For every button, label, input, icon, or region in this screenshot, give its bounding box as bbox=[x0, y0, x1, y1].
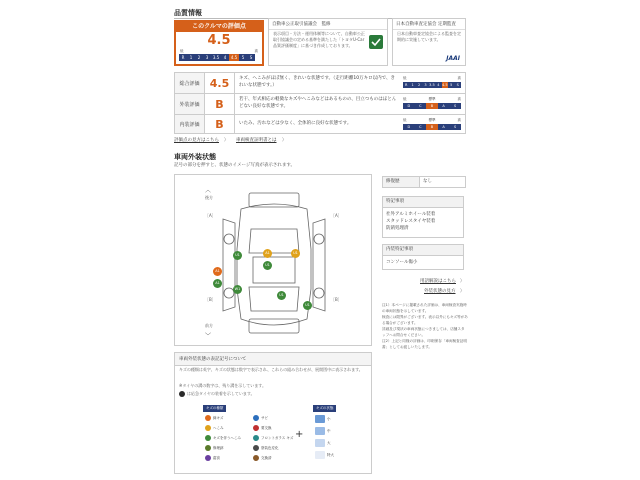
mini-step: 2 bbox=[416, 82, 422, 88]
overall-score-box bbox=[174, 20, 264, 66]
interior-notes-value: コンソール傷小 bbox=[382, 256, 464, 270]
quality-section-title: 品質情報 bbox=[174, 9, 202, 17]
eval-row-overall bbox=[174, 72, 466, 94]
chevron-right-icon: 〉 bbox=[460, 289, 465, 294]
mini-step: R bbox=[405, 83, 408, 87]
toyota-check-logo-icon bbox=[369, 35, 383, 49]
scale-low-label: 低 bbox=[180, 49, 184, 53]
repair-history-label: 修復歴 bbox=[382, 176, 420, 188]
spare-tire-icon bbox=[179, 391, 185, 397]
level-label: 大 bbox=[327, 440, 331, 445]
legend-label: キズを伴うへこみ bbox=[213, 435, 241, 440]
notation-title: 車両外装状態の表記記号について bbox=[175, 353, 371, 366]
car-outline bbox=[219, 189, 329, 337]
mini-step: 5 bbox=[448, 82, 454, 88]
mini-step: S bbox=[449, 124, 461, 130]
special-note-item: 防錆処理済 bbox=[386, 226, 409, 231]
repair-history-value: なし bbox=[420, 176, 466, 188]
note-line: 検査には限界がございます。表示以外にもキズ等がある場合がございます。 bbox=[382, 315, 468, 325]
legend-item bbox=[253, 435, 293, 441]
damage-code: U1 bbox=[305, 303, 310, 307]
note-line: 注2）上記と同様の評価は、印刷保存「車両検査証明書」としてお渡しいたします。 bbox=[382, 339, 467, 349]
legend-item bbox=[205, 435, 241, 441]
mini-scale bbox=[403, 97, 461, 109]
eval-row-label: 内装評価 bbox=[175, 115, 205, 133]
scale-step: 1 bbox=[187, 54, 195, 61]
damage-marker[interactable] bbox=[291, 249, 300, 258]
mini-step-active: B bbox=[426, 103, 438, 109]
notation-spare-text: は応急タイヤの装着を示しています。 bbox=[187, 391, 255, 396]
damage-code: A1 bbox=[215, 281, 220, 285]
scale-high-label: 高 bbox=[254, 49, 258, 53]
jaai-text: 日本自動車査定協会による監査を定期的に実施しています。 bbox=[397, 31, 461, 42]
scale-step-active: 4.5 bbox=[230, 55, 238, 60]
damage-code: U1 bbox=[235, 253, 240, 257]
chevron-down-icon: ﹀ bbox=[205, 333, 212, 340]
scale-step: 3 bbox=[203, 54, 211, 61]
legend-label: 腐食 bbox=[213, 455, 220, 460]
damage-marker[interactable] bbox=[263, 249, 272, 258]
level-item bbox=[315, 451, 334, 459]
chevron-right-icon: 〉 bbox=[460, 279, 465, 284]
level-label: 中 bbox=[327, 428, 331, 433]
damage-marker[interactable] bbox=[277, 291, 286, 300]
legend-kind-title: キズの種類 bbox=[203, 405, 226, 412]
legend-item bbox=[253, 455, 272, 461]
score-scale bbox=[176, 54, 262, 61]
scale-step: 3.5 bbox=[212, 55, 220, 60]
special-note-item: 社外アルミホイール装着 bbox=[386, 212, 436, 217]
mini-scale bbox=[403, 118, 461, 130]
notation-text: キズの種類は英字、キズの状態は数字で表示され、これらの組み合わせが、展開図中に表示されます。 bbox=[179, 367, 363, 372]
level-item bbox=[315, 427, 331, 435]
mini-step: 4 bbox=[435, 82, 441, 88]
scale-step: R bbox=[179, 54, 187, 61]
front-label: 前方 bbox=[205, 323, 213, 328]
damage-marker[interactable] bbox=[303, 301, 312, 310]
eval-row-interior bbox=[174, 114, 466, 134]
exterior-guide-link[interactable]: 外装状態の見方 bbox=[424, 289, 456, 294]
damage-marker[interactable] bbox=[263, 261, 272, 270]
inspector-box bbox=[268, 18, 388, 66]
legend-label: へこみ bbox=[213, 425, 224, 430]
mini-high: 高 bbox=[457, 76, 461, 80]
legend-item bbox=[253, 415, 268, 421]
grade-guide-link[interactable]: 評価点の見方はこちら bbox=[174, 138, 219, 143]
interior-notes-label: 内装特記事項 bbox=[382, 244, 464, 256]
special-notes-label: 特記事項 bbox=[382, 196, 464, 208]
damage-code: A1 bbox=[265, 251, 270, 255]
notation-box bbox=[174, 352, 372, 474]
mini-step: 3.5 bbox=[429, 83, 435, 87]
legend-label: 修理跡 bbox=[213, 445, 224, 450]
level-label: 特大 bbox=[327, 452, 334, 457]
mini-scale bbox=[403, 76, 461, 88]
chevron-right-icon: 〉 bbox=[282, 138, 287, 143]
eval-row-grade: B bbox=[205, 115, 235, 133]
rear-label: 後方 bbox=[205, 195, 213, 200]
legend-label: 交換済 bbox=[261, 455, 272, 460]
glossary-link[interactable]: 用語解説はこちら bbox=[420, 279, 456, 284]
mini-mid: 標準 bbox=[428, 118, 436, 122]
eval-row-exterior bbox=[174, 93, 466, 115]
damage-marker[interactable] bbox=[213, 279, 222, 288]
mini-low: 低 bbox=[403, 118, 407, 122]
special-note-item: スタッドレスタイヤ装着 bbox=[386, 219, 436, 224]
mini-step: D bbox=[403, 103, 415, 109]
notation-tire-text: ※タイヤの溝の数字は、残り溝を示しています。 bbox=[179, 383, 266, 388]
inspector-title: 自動車公正取引協議会 監修 bbox=[269, 19, 387, 30]
eval-row-desc: 若干、年式相応の軽微なキズやへこみなどはあるものの、目立つものはほとんどない良好な状態です。 bbox=[239, 97, 397, 109]
legend-item bbox=[205, 415, 223, 421]
mini-step: C bbox=[415, 124, 427, 130]
side-a-label-right: ［A］ bbox=[331, 213, 342, 218]
mini-step: 1 bbox=[409, 82, 415, 88]
level-item bbox=[315, 439, 331, 447]
mini-step: D bbox=[403, 124, 415, 130]
notes bbox=[382, 302, 468, 350]
legend-item bbox=[205, 445, 224, 451]
damage-code: U1 bbox=[279, 293, 284, 297]
mini-step: S bbox=[455, 82, 461, 88]
jaai-box bbox=[392, 18, 466, 66]
scale-step: S bbox=[247, 54, 255, 61]
damage-marker[interactable] bbox=[233, 285, 242, 294]
mini-high: 高 bbox=[457, 97, 461, 101]
legend-item bbox=[253, 425, 272, 431]
mini-step: A bbox=[438, 124, 450, 130]
mini-low: 低 bbox=[403, 76, 407, 80]
eval-row-grade: B bbox=[205, 94, 235, 114]
mini-low: 低 bbox=[403, 97, 407, 101]
legend-label: サビ bbox=[261, 415, 268, 420]
overall-score: 4.5 bbox=[207, 33, 231, 48]
eval-row-label: 総合評価 bbox=[175, 73, 205, 93]
damage-code: W1 bbox=[234, 287, 241, 291]
eval-row-desc: いたみ、汚れなどは少なく、全体的に良好な状態です。 bbox=[239, 121, 352, 126]
exterior-subtitle: 記号の部分を押すと、状態のイメージ写真が表示されます。 bbox=[174, 163, 296, 168]
eval-row-label: 外装評価 bbox=[175, 94, 205, 114]
mini-step-active: B bbox=[426, 124, 438, 130]
note-line: 詳細及び現状の車両状態につきましては、店舗スタッフへお問合せください。 bbox=[382, 327, 465, 337]
damage-code: U1 bbox=[265, 263, 270, 267]
side-b-label-right: ［B］ bbox=[331, 297, 342, 302]
eval-row-grade: 4.5 bbox=[205, 73, 235, 93]
damage-marker[interactable] bbox=[213, 267, 222, 276]
legend-level-title: キズの状態 bbox=[313, 405, 336, 412]
chevron-right-icon: 〉 bbox=[224, 138, 229, 143]
car-diagram bbox=[174, 174, 372, 346]
legend-item bbox=[205, 425, 224, 431]
legend-label: 要交換 bbox=[261, 425, 272, 430]
chevron-up-icon: ︿ bbox=[205, 187, 212, 194]
legend-label: 塗装色変化 bbox=[261, 445, 279, 450]
scale-step: 2 bbox=[195, 54, 203, 61]
side-a-label-left: ［A］ bbox=[205, 213, 216, 218]
jaai-title: 日本自動車査定協会 定期監査 bbox=[393, 19, 465, 30]
damage-code: A1 bbox=[215, 269, 220, 273]
mini-step: A bbox=[438, 103, 450, 109]
eval-row-desc: キズ、へこみがほぼ無く、きれいな状態です。（走行距離10万キロ以内で、きれいな状態です。） bbox=[239, 76, 395, 88]
exterior-section-title: 車両外装状態 bbox=[174, 153, 216, 161]
special-notes-list bbox=[382, 208, 464, 238]
mini-step: S bbox=[449, 103, 461, 109]
score-box-title: このクルマの評価点 bbox=[176, 22, 262, 32]
scale-step: 4 bbox=[221, 54, 229, 61]
level-label: 小 bbox=[327, 416, 331, 421]
legend-item bbox=[253, 445, 279, 451]
side-b-label-left: ［B］ bbox=[205, 297, 216, 302]
damage-marker[interactable] bbox=[233, 251, 242, 260]
mini-step: 3 bbox=[422, 82, 428, 88]
mini-step-active: 4.5 bbox=[442, 83, 448, 87]
inspector-text: 表示項目・方法・運用体制等について、自動車公正取引協議会の定める基準を満たした「トヨタU-Car品質評価制度」に基づき作成しております。 bbox=[273, 31, 365, 48]
legend-label: フロントガラス キズ bbox=[261, 435, 294, 440]
certificate-link[interactable]: 車両検査証明書とは bbox=[236, 138, 277, 143]
note-line: 注1）本ページに掲載された評価は、車両検査実施時の車両状態を示しています。 bbox=[382, 303, 467, 313]
damage-code: U1 bbox=[293, 251, 298, 255]
jaai-logo: JAAI bbox=[446, 55, 460, 62]
mini-step: C bbox=[415, 103, 427, 109]
scale-step: 5 bbox=[239, 54, 247, 61]
mini-high: 高 bbox=[457, 118, 461, 122]
legend-item bbox=[205, 455, 220, 461]
level-item bbox=[315, 415, 331, 423]
legend-label: 線キズ bbox=[213, 415, 224, 420]
plus-icon: + bbox=[295, 429, 304, 440]
mini-mid: 標準 bbox=[428, 97, 436, 101]
